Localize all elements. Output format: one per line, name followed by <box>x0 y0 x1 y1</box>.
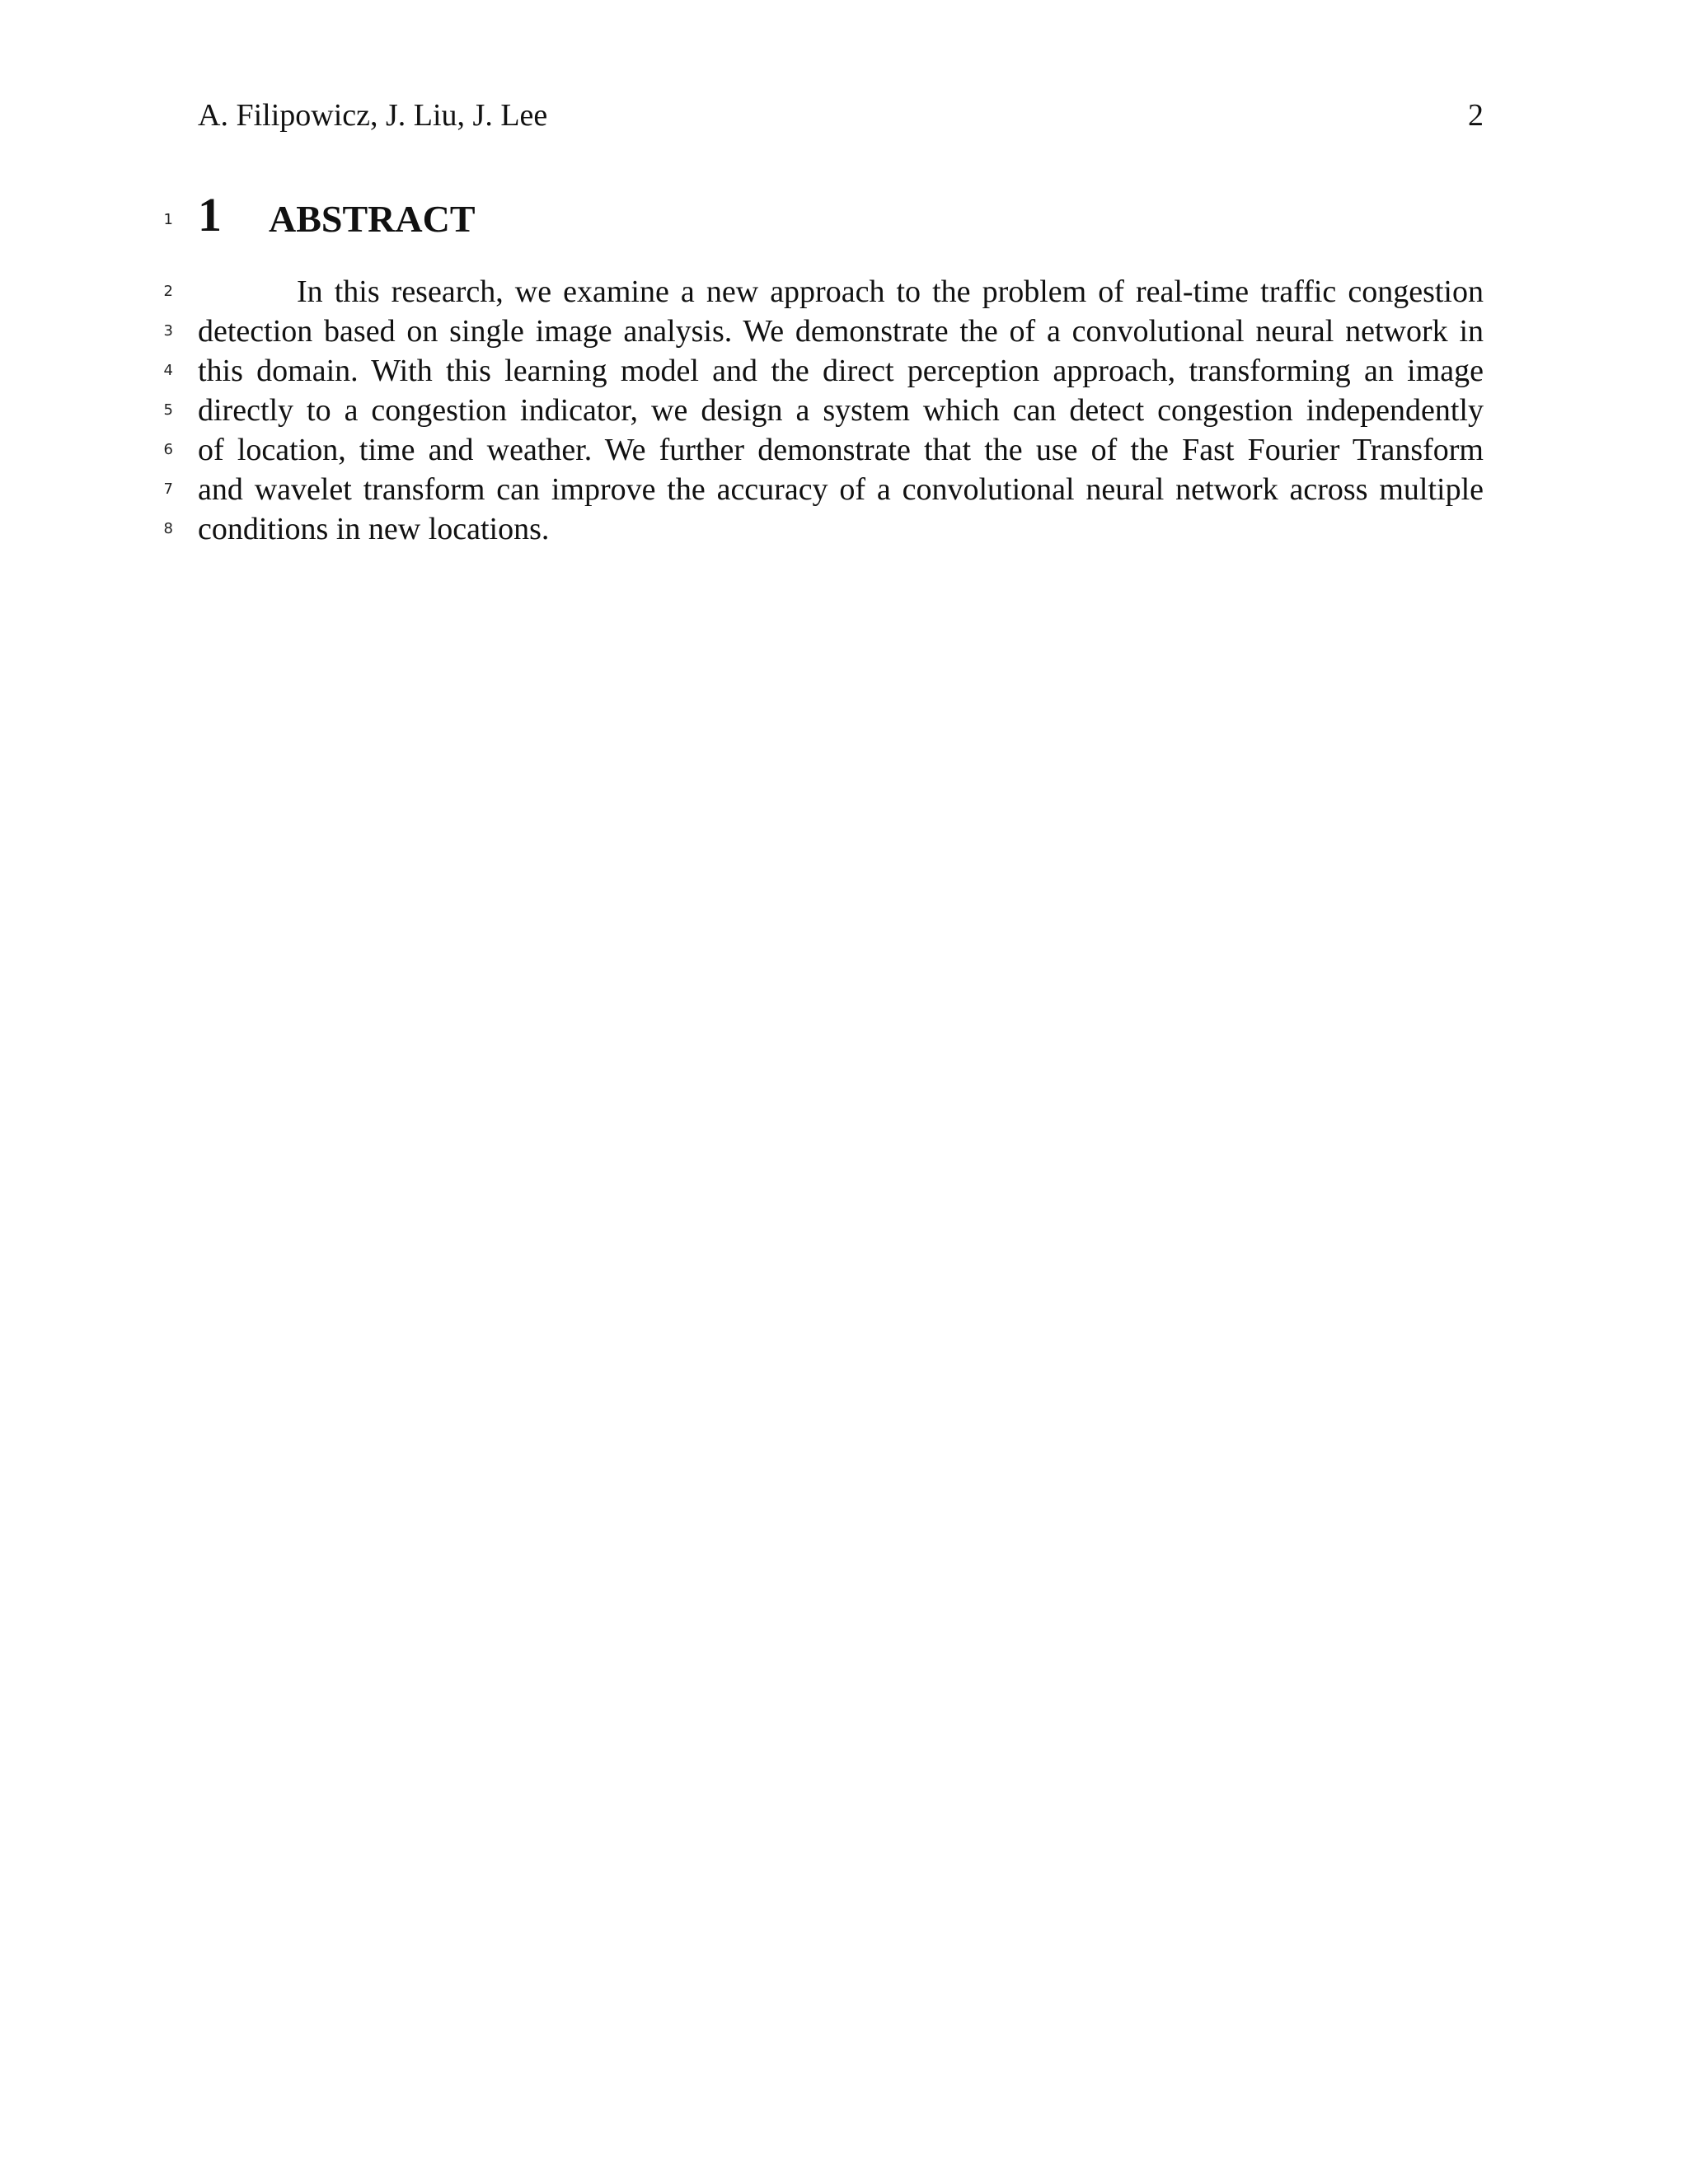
line-number: 3 <box>163 322 173 340</box>
line-number: 6 <box>163 441 173 458</box>
abstract-paragraph <box>198 272 1484 549</box>
abstract-line: conditions in new locations. <box>198 512 550 546</box>
abstract-line: of location, time and weather. We further demonstrate that the use of the Fast Fourier Transform <box>198 433 1484 467</box>
line-number: 1 <box>163 211 173 228</box>
abstract-line: this domain. With this learning model and the direct perception approach, transforming an image <box>198 354 1484 388</box>
line-number: 4 <box>163 362 173 379</box>
section-title: ABSTRACT <box>269 198 476 240</box>
running-head-authors: A. Filipowicz, J. Liu, J. Lee <box>198 98 548 133</box>
abstract-line: detection based on single image analysis. We demonstrate the of a convolutional neural network in <box>198 314 1484 349</box>
abstract-line: In this research, we examine a new approach to the problem of real-time traffic congestion <box>297 274 1484 309</box>
page-number: 2 <box>1468 98 1484 133</box>
running-head <box>198 96 1484 135</box>
line-number: 7 <box>163 480 173 498</box>
abstract-line: directly to a congestion indicator, we design a system which can detect congestion independently <box>198 393 1484 428</box>
line-number: 5 <box>163 401 173 419</box>
line-number: 8 <box>163 520 173 537</box>
abstract-line: and wavelet transform can improve the accuracy of a convolutional neural network across multiple <box>198 472 1484 507</box>
line-number: 2 <box>163 283 173 300</box>
section-number: 1 <box>198 188 222 241</box>
